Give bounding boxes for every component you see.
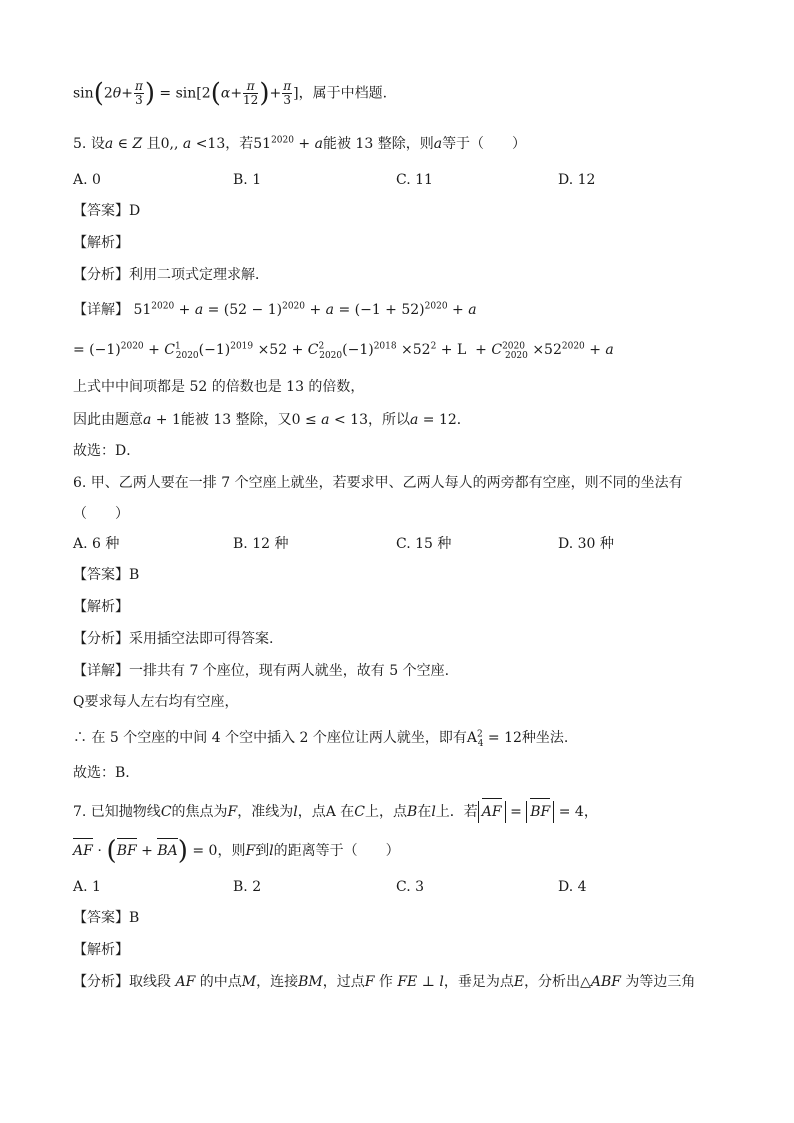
q7-answer: 【答案】B [73, 910, 140, 926]
q6-jiexi-heading: 【解析】 [73, 599, 129, 615]
q5-detail-line2: = $(-1)^{2020} + C^1_{2020}(-1)^{2019} \times 52 + C^2_{2020}(-1)^{2018} \times 52^2 + L + C^{2020}_{2020} \times 52^{2020} + a$ [73, 341, 614, 361]
q6-analysis: 【分析】采用插空法即可得答案. [73, 631, 274, 647]
q5-option-d: D. 12 [558, 172, 596, 188]
q6-option-b: B. 12 种 [233, 536, 289, 552]
q7-stem-line2: AF ⋅ (BF + BA) = 0，则F到l的距离等于（ ） [73, 836, 400, 866]
q5-choose: 故选：D． [73, 443, 141, 459]
q5-option-c: C. 11 [396, 172, 433, 188]
q7-option-d: D. 4 [558, 879, 587, 895]
intro-formula-line: sin(2θ+ $\frac{\pi}{3}$ ) = sin[2(α+ $\frac{\pi}{12}$ )+ $\frac{\pi}{3}$ ]，属于中档题. [73, 78, 388, 109]
q7-option-b: B. 2 [233, 879, 262, 895]
q6-paren: （ ） [73, 506, 129, 522]
q5-conclude-line: 因此由题意a + 1能被 13 整除，又0 ≤ a < 13，所以a = 12． [73, 412, 471, 428]
q7-option-a: A. 1 [73, 879, 101, 895]
q6-option-d: D. 30 种 [558, 536, 614, 552]
intro-tail: ，属于中档题. [298, 85, 388, 102]
q5-jiexi-heading: 【解析】 [73, 235, 129, 251]
q5-option-b: B. 1 [233, 172, 262, 188]
q6-stem: 6. 甲、乙两人要在一排 7 个空座上就坐，若要求甲、乙两人每人的两旁都有空座，则不同的坐法有 [73, 475, 683, 491]
q5-multiples-line: 上式中中间项都是 52 的倍数也是 13 的倍数， [73, 379, 365, 395]
q5-analysis: 【分析】利用二项式定理求解． [73, 267, 269, 283]
q6-therefore: ∴ 在 5 个空座的中间 4 个空中插入 2 个座位让两人就坐，即有$A^2_4 = 12$种坐法. [73, 729, 569, 749]
q6-detail: 【详解】一排共有 7 个座位，现有两人就坐，故有 5 个空座. [73, 663, 450, 679]
q6-because: Q要求每人左右均有空座， [73, 694, 239, 710]
q6-option-c: C. 15 种 [396, 536, 452, 552]
q7-jiexi-heading: 【解析】 [73, 942, 129, 958]
q5-detail-line1: 【详解】 $51^{2020} + a = (52 - 1)^{2020} + a = (-1 + 52)^{2020} + a$ [73, 301, 477, 318]
q6-option-a: A. 6 种 [73, 536, 120, 552]
q6-answer: 【答案】B [73, 567, 140, 583]
q5-option-a: A. 0 [73, 172, 101, 188]
q7-option-c: C. 3 [396, 879, 425, 895]
q6-choose: 故选：B. [73, 765, 130, 781]
q5-stem: 5. 设a ∈ Z 且0,, a <13，若$51^{2020} + a$能被 13 整除，则a等于（ ） [73, 135, 527, 152]
q7-analysis: 【分析】取线段 AF 的中点M，连接BM，过点F 作 FE ⊥ l，垂足为点E，分析出△ABF 为等边三角 [73, 974, 696, 990]
q7-stem-line1: 7. 已知抛物线C的焦点为F，准线为l，点A 在C上，点B在l上．若 AF = BF = 4， [73, 801, 598, 823]
q5-answer: 【答案】D [73, 203, 141, 219]
